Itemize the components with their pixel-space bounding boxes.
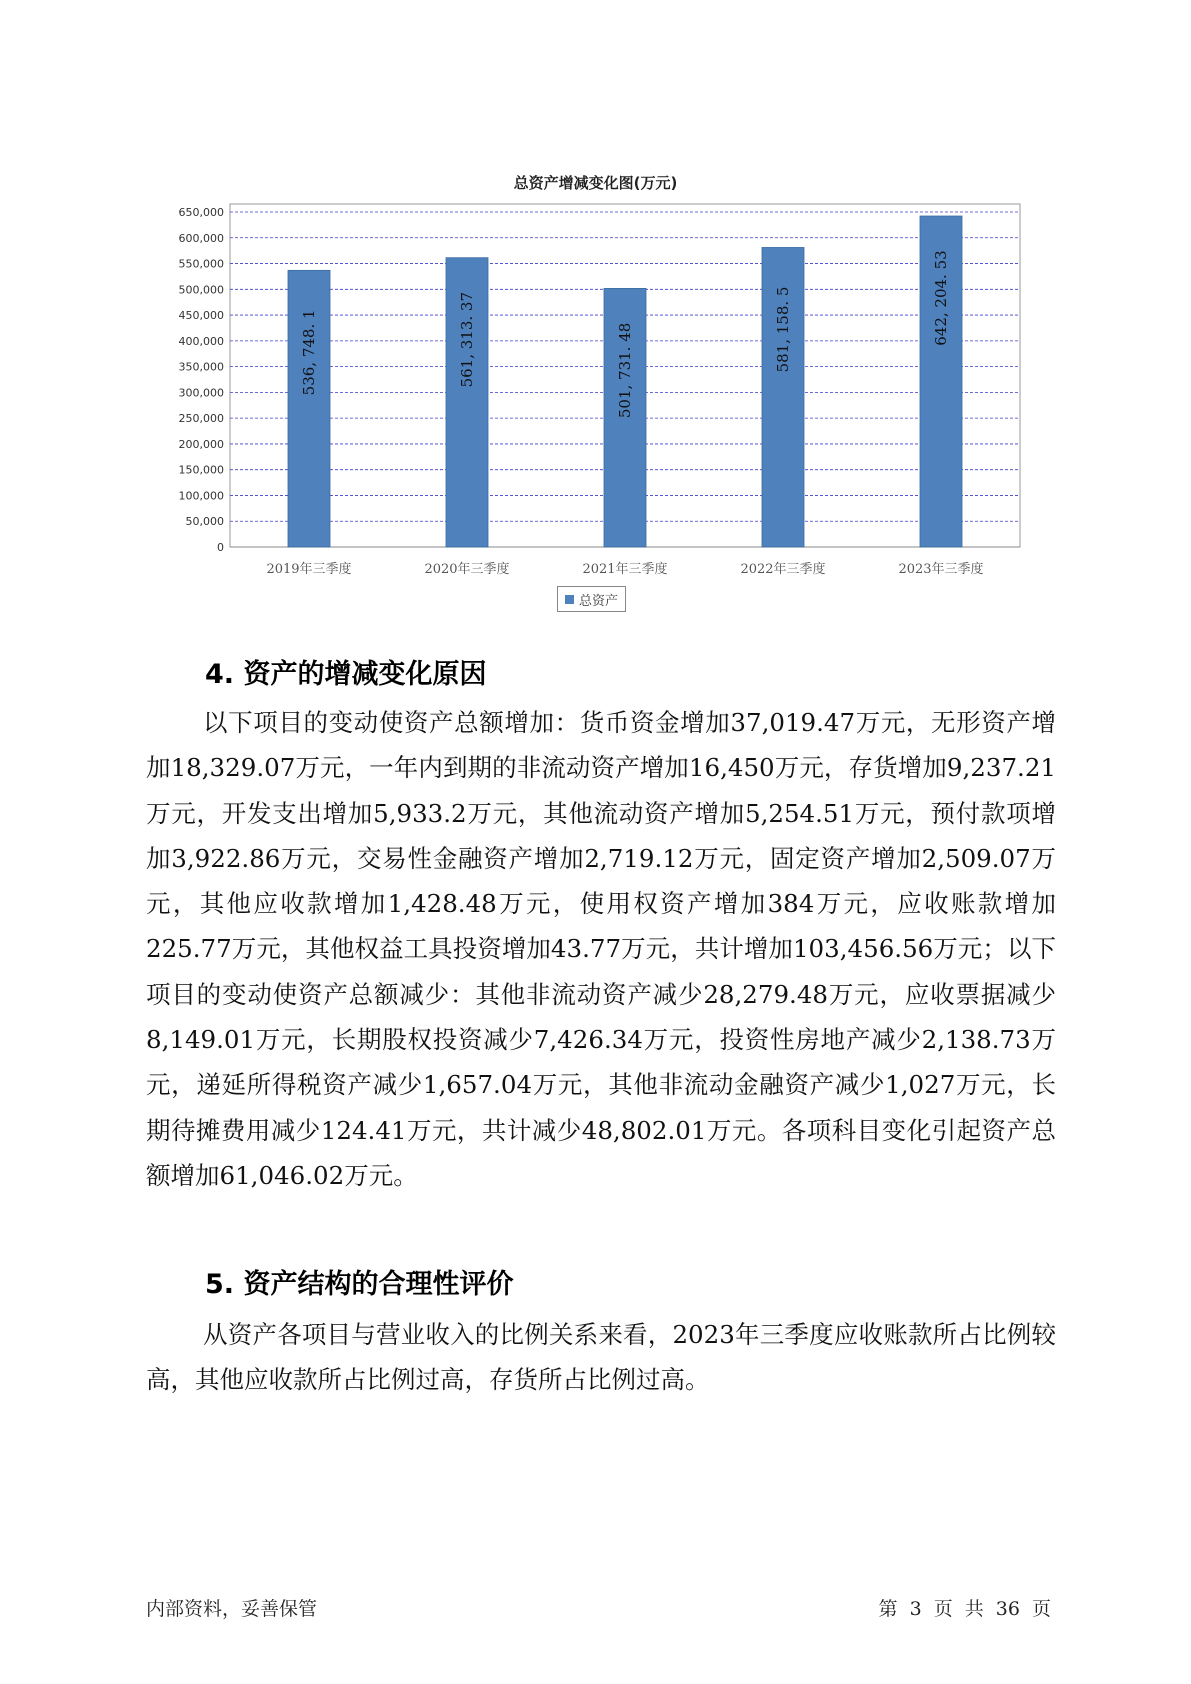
x-category-label: 2022年三季度 <box>740 562 826 577</box>
y-tick-label: 0 <box>217 541 224 554</box>
y-tick-label: 400,000 <box>178 334 224 348</box>
footer-page-number: 第 3 页 共 36 页 <box>878 1598 1051 1620</box>
legend-swatch <box>565 595 574 604</box>
y-tick-label: 500,000 <box>178 283 224 297</box>
section-heading-5: 5. 资产结构的合理性评价 <box>205 1269 514 1300</box>
y-tick-label: 50,000 <box>185 515 224 529</box>
y-tick-label: 250,000 <box>178 412 224 426</box>
x-category-label: 2023年三季度 <box>898 562 984 577</box>
y-tick-label: 300,000 <box>178 386 224 400</box>
bar-data-label: 642, 204. 53 <box>932 250 950 346</box>
x-category-label: 2019年三季度 <box>266 562 352 577</box>
x-category-label: 2020年三季度 <box>424 562 510 577</box>
chart-title: 总资产增减变化图(万元) <box>513 174 678 192</box>
y-tick-label: 550,000 <box>178 257 224 271</box>
y-tick-label: 600,000 <box>178 231 224 245</box>
y-tick-label: 450,000 <box>178 309 224 323</box>
bar-data-label: 536, 748. 1 <box>300 309 318 396</box>
y-tick-label: 650,000 <box>178 206 224 219</box>
total-assets-bar-chart <box>0 0 1191 600</box>
y-tick-label: 350,000 <box>178 360 224 374</box>
bar-data-label: 581, 158. 5 <box>774 286 792 373</box>
x-category-label: 2021年三季度 <box>582 562 668 577</box>
section-paragraph-4: 以下项目的变动使资产总额增加：货币资金增加37,019.47万元，无形资产增加18,329.07万元，一年内到期的非流动资产增加16,450万元，存货增加9,237.21万元，开发支出增加5,933.2万元，其他流动资产增加5,254.51万元，预付款项增加3,922.86万元，交易性金融资产增加2,719.12万元，固定资产增加2,509.07万元，其他应收款增加1,428.48万元，使用权资产增加384万元，应收账款增加225.77万元，其他权益工具投资增加43.77万元，共计增加103,456.56万元；以下项目的变动使资产总额减少：其他非流动资产减少28,279.48万元，应收票据减少8,149.01万元，长期股权投资减少7,426.34万元，投资性房地产减少2,138.73万元，递延所得税资产减少1,657.04万元，其他非流动金融资产减少1,027万元，长期待摊费用减少124.41万元，共计减少48,802.01万元。各项科目变化引起资产总额增加61,046.02万元。 <box>146 708 1056 1190</box>
section-paragraph-5: 从资产各项目与营业收入的比例关系来看，2023年三季度应收账款所占比例较高，其他应收款所占比例过高，存货所占比例过高。 <box>146 1320 1056 1395</box>
legend-label: 总资产 <box>579 593 619 609</box>
y-tick-label: 100,000 <box>178 489 224 503</box>
section-heading-4: 4. 资产的增减变化原因 <box>205 659 487 690</box>
y-tick-label: 150,000 <box>178 463 224 477</box>
chart-legend <box>557 586 626 612</box>
bar-data-label: 501, 731. 48 <box>616 322 634 419</box>
bar-data-label: 561, 313. 37 <box>458 291 476 388</box>
footer-confidential-note: 内部资料，妥善保管 <box>146 1598 318 1620</box>
y-tick-label: 200,000 <box>178 437 224 451</box>
